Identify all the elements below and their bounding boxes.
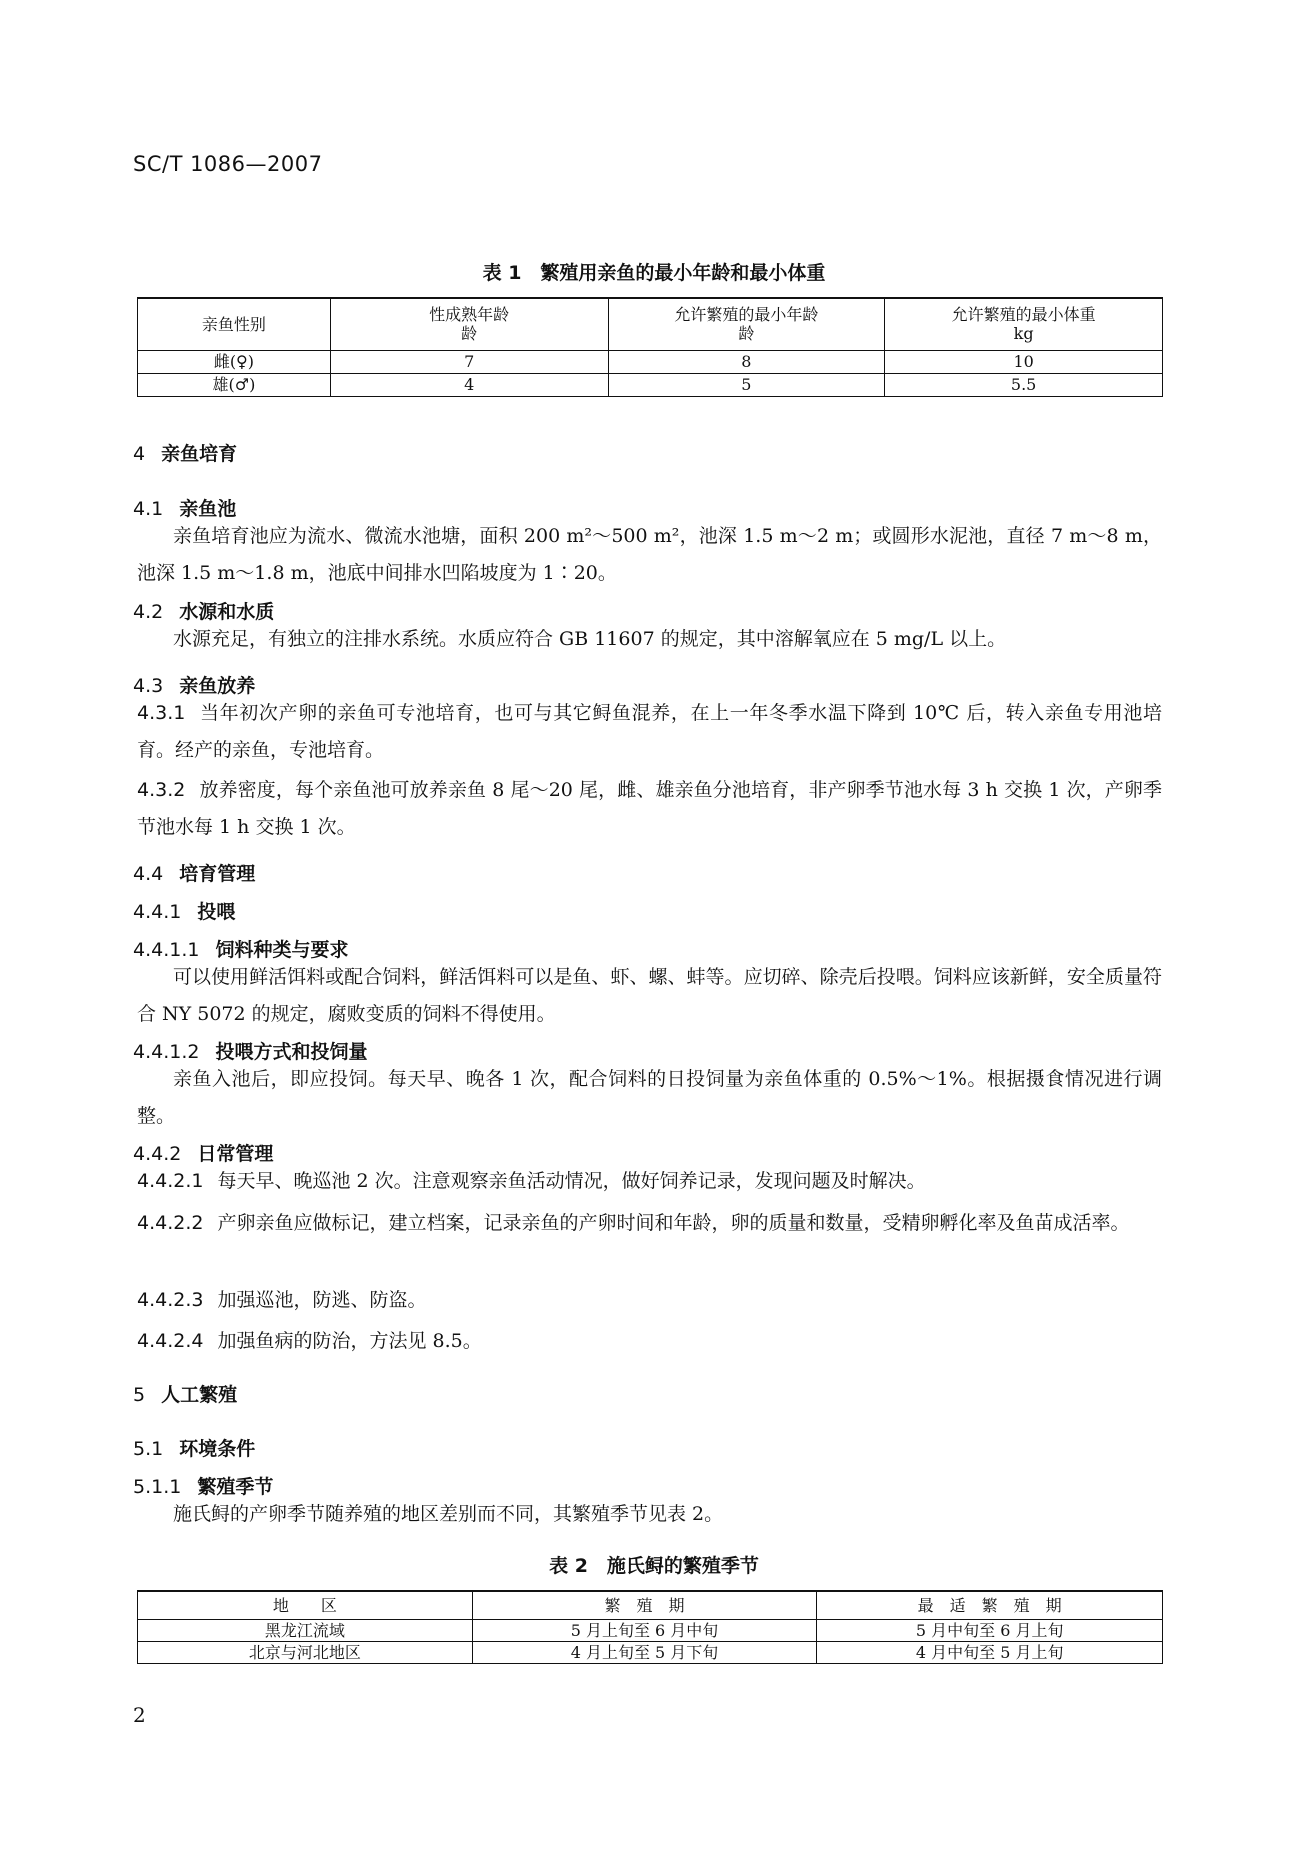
table1-header-cell: 允许繁殖的最小体重 kg [885,298,1163,350]
section-5-1-1-heading: 5.1.1 繁殖季节 [133,1476,274,1498]
section-4-4-2-1: 4.4.2.1 每天早、晚巡池 2 次。注意观察亲鱼活动情况，做好饲养记录，发现问题及时解决。 [137,1170,926,1192]
section-4-1-heading: 4.1 亲鱼池 [133,498,237,520]
table2-caption: 表 2 施氏鲟的繁殖季节 [549,1555,759,1577]
table-cell: 4 月上旬至 5 月下旬 [472,1641,817,1663]
section-4-heading: 4 亲鱼培育 [133,443,238,465]
section-4-4-2-4: 4.4.2.4 加强鱼病的防治，方法见 8.5。 [137,1330,482,1352]
section-4-3-heading: 4.3 亲鱼放养 [133,675,256,697]
section-4-4-2-3: 4.4.2.3 加强巡池，防逃、防盗。 [137,1289,427,1311]
section-4-4-1-1-heading: 4.4.1.1 饲料种类与要求 [133,939,349,961]
section-4-1-text: 亲鱼培育池应为流水、微流水池塘，面积 200 m²～500 m²，池深 1.5 m～2 m；或圆形水泥池，直径 7 m～8 m，池深 1.5 m～1.8 m，池底中间排水凹陷坡度为 1∶20。 [137,525,1162,584]
section-4-3-1: 4.3.1 当年初次产卵的亲鱼可专池培育，也可与其它鲟鱼混养，在上一年冬季水温下降到 10℃ 后，转入亲鱼专用池培育。经产的亲鱼，专池培育。 [137,702,1162,761]
table-cell: 4 [330,373,608,396]
table2-header-row [138,1591,1163,1619]
table-row [138,350,1163,373]
section-5-1-1-text: 施氏鲟的产卵季节随养殖的地区差别而不同，其繁殖季节见表 2。 [173,1503,724,1525]
table2-header-cell: 地 区 [138,1591,473,1619]
section-5-1-heading: 5.1 环境条件 [133,1438,256,1460]
section-4-4-1-2-heading: 4.4.1.2 投喂方式和投饲量 [133,1041,368,1063]
section-4-3-2: 4.3.2 放养密度，每个亲鱼池可放养亲鱼 8 尾～20 尾，雌、雄亲鱼分池培育，非产卵季节池水每 3 h 交换 1 次，产卵季节池水每 1 h 交换 1 次。 [137,779,1162,838]
section-4-4-heading: 4.4 培育管理 [133,863,256,885]
table-cell: 雄(♂) [138,373,331,396]
table2-header-cell: 最 适 繁 殖 期 [817,1591,1163,1619]
table-row [138,1619,1163,1641]
section-4-4-1-heading: 4.4.1 投喂 [133,901,236,923]
table-cell: 8 [608,350,885,373]
table-cell: 5 月中旬至 6 月上旬 [817,1619,1163,1641]
table-row [138,373,1163,396]
table-cell: 雌(♀) [138,350,331,373]
table-cell: 5 [608,373,885,396]
table1-header-cell: 性成熟年龄 龄 [330,298,608,350]
table1-caption: 表 1 繁殖用亲鱼的最小年龄和最小体重 [482,262,826,284]
table-cell: 5.5 [885,373,1163,396]
section-4-4-1-1-text: 可以使用鲜活饵料或配合饲料，鲜活饵料可以是鱼、虾、螺、蚌等。应切碎、除壳后投喂。饲料应该新鲜，安全质量符合 NY 5072 的规定，腐败变质的饲料不得使用。 [137,966,1162,1025]
table2 [137,1590,1163,1664]
section-4-4-2-heading: 4.4.2 日常管理 [133,1143,274,1165]
table-cell: 黑龙江流域 [138,1619,473,1641]
section-4-2-text: 水源充足，有独立的注排水系统。水质应符合 GB 11607 的规定，其中溶解氧应在 5 mg/L 以上。 [173,628,1007,650]
table1-header-cell: 允许繁殖的最小年龄 龄 [608,298,885,350]
table1-header-row [138,298,1163,350]
table-row [138,1641,1163,1663]
page-number: 2 [133,1703,146,1727]
table-cell: 5 月上旬至 6 月中旬 [472,1619,817,1641]
table1-header-cell: 亲鱼性别 [138,298,331,350]
table-cell: 7 [330,350,608,373]
table-cell: 10 [885,350,1163,373]
table-cell: 4 月中旬至 5 月上旬 [817,1641,1163,1663]
table2-header-cell: 繁 殖 期 [472,1591,817,1619]
section-4-4-2-2: 4.4.2.2 产卵亲鱼应做标记，建立档案，记录亲鱼的产卵时间和年龄，卵的质量和数量，受精卵孵化率及鱼苗成活率。 [137,1212,1130,1234]
table1 [137,297,1163,397]
section-5-heading: 5 人工繁殖 [133,1384,238,1406]
section-4-4-1-2-text: 亲鱼入池后，即应投饲。每天早、晚各 1 次，配合饲料的日投饲量为亲鱼体重的 0.5%～1%。根据摄食情况进行调整。 [137,1068,1162,1127]
section-4-2-heading: 4.2 水源和水质 [133,601,275,623]
document-header: SC/T 1086—2007 [133,152,323,176]
table-cell: 北京与河北地区 [138,1641,473,1663]
